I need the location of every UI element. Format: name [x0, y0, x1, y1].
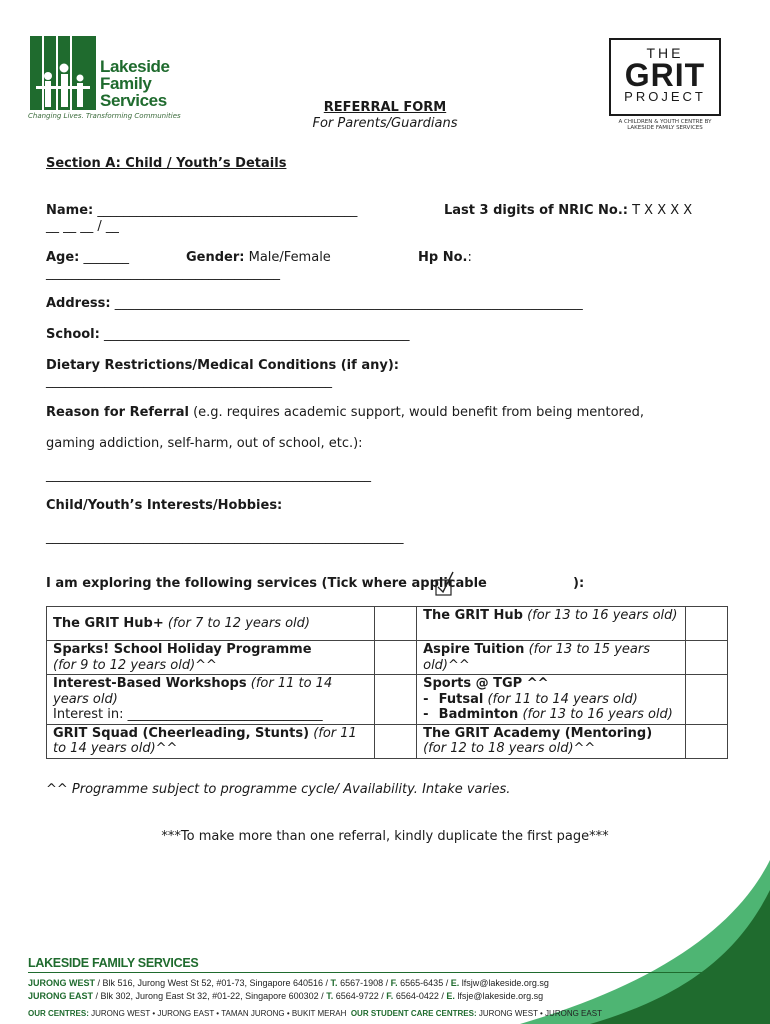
- school-blank[interactable]: _______________________________________________: [103, 327, 410, 342]
- nric-label: Last 3 digits of NRIC No.:: [444, 203, 628, 218]
- checkbox-aspire-tuition[interactable]: [685, 641, 727, 675]
- form-title: REFERRAL FORM: [323, 100, 447, 115]
- name-label: Name:: [46, 203, 94, 218]
- services-prompt-end: ):: [573, 576, 585, 591]
- grit-project-logo: THE GRIT PROJECT: [609, 38, 721, 116]
- address-field[interactable]: [46, 296, 583, 311]
- services-table: [46, 606, 728, 759]
- grit-project-subtitle: A CHILDREN & YOUTH CENTRE BY LAKESIDE FAMILY SERVICES: [618, 119, 712, 131]
- address-blank[interactable]: ________________________________________________________________________: [114, 296, 583, 311]
- checkbox-tick-icon: [433, 570, 457, 598]
- checkbox-grit-hub-plus[interactable]: [374, 607, 416, 641]
- footer-divider: [28, 972, 740, 973]
- gender-label: Gender:: [186, 250, 245, 265]
- name-blank[interactable]: ________________________________________: [97, 203, 358, 218]
- table-row: [47, 641, 728, 675]
- hp-field[interactable]: [418, 250, 472, 265]
- service-grit-squad: GRIT Squad (Cheerleading, Stunts) (for 11 to 14 years old)^^: [47, 724, 375, 758]
- table-row: [47, 724, 728, 758]
- interests-label: Child/Youth’s Interests/Hobbies:: [46, 498, 283, 513]
- service-aspire-tuition: Aspire Tuition (for 13 to 15 years old)^^: [417, 641, 686, 675]
- checkbox-sports-tgp[interactable]: [685, 675, 727, 725]
- footer-jurong-west: JURONG WEST / Blk 516, Jurong West St 52, #01-73, Singapore 640516 / T. 6567-1908 / F. 6565-6435 / E. lfsjw@lakeside.org.sg: [28, 978, 549, 988]
- lakeside-tagline: Changing Lives. Transforming Communities: [28, 112, 181, 120]
- form-subtitle: For Parents/Guardians: [312, 116, 458, 131]
- nric-continuation[interactable]: __ __ __ / __: [46, 219, 119, 234]
- reason-hint: (e.g. requires academic support, would benefit from being mentored,: [193, 405, 644, 420]
- hp-colon: :: [467, 250, 472, 265]
- address-label: Address:: [46, 296, 111, 311]
- footer-org-name: LAKESIDE FAMILY SERVICES: [28, 956, 199, 970]
- lakeside-logo-text: Lakeside Family Services: [100, 57, 170, 110]
- school-field[interactable]: [46, 327, 409, 342]
- reason-field: [46, 405, 644, 420]
- section-a-heading: Section A: Child / Youth’s Details: [46, 156, 287, 171]
- reason-label: Reason for Referral: [46, 405, 189, 420]
- service-sports-tgp: Sports @ TGP ^^ - Futsal (for 11 to 14 years old) - Badminton (for 13 to 16 years old): [417, 675, 686, 725]
- checkbox-grit-squad[interactable]: [374, 724, 416, 758]
- service-interest-workshops: Interest-Based Workshops (for 11 to 14 years old) Interest in: ______________________________: [47, 675, 375, 725]
- age-label: Age:: [46, 250, 80, 265]
- service-grit-academy: The GRIT Academy (Mentoring) (for 12 to 18 years old)^^: [417, 724, 686, 758]
- dietary-label: Dietary Restrictions/Medical Conditions (if any):: [46, 358, 399, 373]
- footer-centres: OUR CENTRES: JURONG WEST • JURONG EAST • TAMAN JURONG • BUKIT MERAH OUR STUDENT CARE CENTRES: JURONG WEST • JURONG EAST: [28, 1009, 602, 1018]
- hp-label: Hp No.: [418, 250, 468, 265]
- interests-blank[interactable]: _______________________________________________________: [46, 530, 404, 545]
- name-field[interactable]: [46, 203, 357, 218]
- dietary-blank[interactable]: ____________________________________________: [46, 374, 332, 389]
- gender-field[interactable]: [186, 250, 331, 265]
- interest-in-field[interactable]: Interest in: ______________________________: [53, 707, 323, 722]
- age-field[interactable]: [46, 250, 129, 265]
- programme-footnote: ^^ Programme subject to programme cycle/ Availability. Intake varies.: [46, 782, 511, 797]
- checkbox-sparks[interactable]: [374, 641, 416, 675]
- services-prompt: I am exploring the following services (Tick where applicable: [46, 576, 487, 591]
- checkbox-interest-workshops[interactable]: [374, 675, 416, 725]
- school-label: School:: [46, 327, 100, 342]
- age-blank[interactable]: _______: [83, 250, 130, 265]
- duplicate-note: ***To make more than one referral, kindly duplicate the first page***: [161, 829, 609, 844]
- hp-blank[interactable]: ____________________________________: [46, 266, 280, 281]
- nric-field[interactable]: [444, 203, 692, 218]
- service-sparks: Sparks! School Holiday Programme (for 9 to 12 years old)^^: [47, 641, 375, 675]
- gender-value[interactable]: Male/Female: [248, 250, 331, 265]
- nric-value: T X X X X: [632, 203, 693, 218]
- service-grit-hub: The GRIT Hub (for 13 to 16 years old): [417, 607, 686, 641]
- service-grit-hub-plus: The GRIT Hub+ (for 7 to 12 years old): [47, 607, 375, 641]
- table-row: [47, 675, 728, 725]
- checkbox-grit-academy[interactable]: [685, 724, 727, 758]
- checkbox-grit-hub[interactable]: [685, 607, 727, 641]
- table-row: [47, 607, 728, 641]
- reason-blank[interactable]: __________________________________________________: [46, 468, 371, 483]
- reason-hint-continued: gaming addiction, self-harm, out of school, etc.):: [46, 436, 363, 451]
- footer-jurong-east: JURONG EAST / Blk 302, Jurong East St 32, #01-22, Singapore 600302 / T. 6564-9722 / F. 6564-0422 / E. lfsje@lakeside.org.sg: [28, 991, 544, 1001]
